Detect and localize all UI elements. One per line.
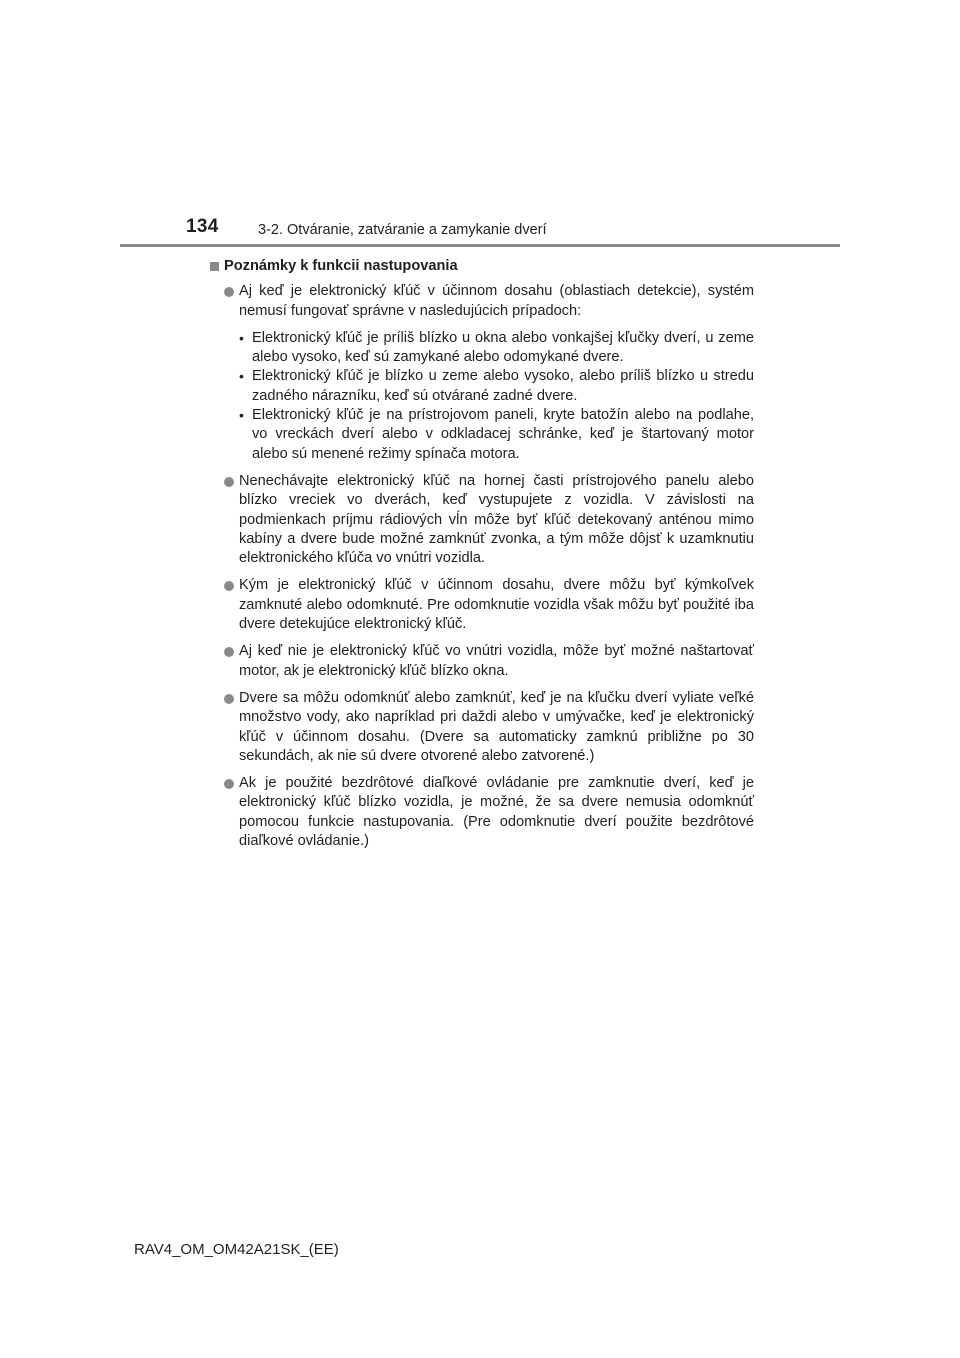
circle-bullet-icon xyxy=(224,779,234,789)
dot-bullet: • xyxy=(239,407,244,424)
sublist-item xyxy=(239,367,754,406)
circle-bullet-icon xyxy=(224,581,234,591)
sublist-item xyxy=(239,329,754,368)
list-item-text: Kým je elektronický kľúč v účinnom dosahu, dvere môžu byť kýmkoľvek zamknuté alebo odomknuté. Pre odomknutie vozidla však môžu byť použité iba dvere detekujúce elektronický kľúč. xyxy=(239,577,754,633)
list-item xyxy=(210,774,754,851)
circle-bullet-icon xyxy=(224,477,234,487)
list-item-text: Nenechávajte elektronický kľúč na hornej časti prístrojového panelu alebo blízko vreciek vo dverách, keď vystupujete z vozidla. V závislosti na podmienkach príjmu rádiových vĺn môže byť kľúč detekovaný anténou mimo kabíny a dvere bude možné zamknúť zvonka, a tým môže dôjsť k uzamknutiu elektronického kľúča vo vnútri vozidla. xyxy=(239,472,754,567)
circle-bullet-icon xyxy=(224,694,234,704)
square-bullet-icon xyxy=(210,262,219,271)
sublist-item xyxy=(239,406,754,464)
list-item-text: Aj keď je elektronický kľúč v účinnom dosahu (oblastiach detekcie), systém nemusí fungovať správne v nasledujúcich prípadoch: xyxy=(239,283,754,319)
content-area xyxy=(210,257,754,859)
list-item xyxy=(210,689,754,766)
sublist-item-text: Elektronický kľúč je na prístrojovom paneli, kryte batožín alebo na podlahe, vo vreckách dverí alebo v odkladacej schránke, keď je štartovaný motor alebo sú menené režimy spínača motora. xyxy=(252,407,754,462)
document-code: RAV4_OM_OM42A21SK_(EE) xyxy=(134,1241,339,1258)
list-item xyxy=(210,472,754,568)
section-heading-text: Poznámky k funkcii nastupovania xyxy=(224,258,458,274)
list-item xyxy=(210,576,754,634)
list-item-text: Ak je použité bezdrôtové diaľkové ovládanie pre zamknutie dverí, keď je elektronický kľúč blízko vozidla, je možné, že sa dvere nemusia odomknúť pomocou funkcie nastupovania. (Pre odomknutie dverí použite bezdrôtové diaľkové ovládanie.) xyxy=(239,775,754,850)
list-item xyxy=(210,282,754,464)
sublist-item-text: Elektronický kľúč je blízko u zeme alebo vysoko, alebo príliš blízko u stredu zadného nárazníku, keď sú otvárané zadné dvere. xyxy=(252,368,754,404)
section-title: 3-2. Otváranie, zatváranie a zamykanie dverí xyxy=(258,222,547,238)
dot-bullet: • xyxy=(239,368,244,385)
page-number: 134 xyxy=(186,216,219,237)
list-item-text: Dvere sa môžu odomknúť alebo zamknúť, keď je na kľučku dverí vyliate veľké množstvo vody, ako napríklad pri daždi alebo v umývačke, keď je elektronický kľúč v účinnom dosahu. (Dvere sa automaticky zamknú približne po 30 sekundách, ak nie sú dvere otvorené alebo zatvorené.) xyxy=(239,689,754,764)
list-item-text: Aj keď nie je elektronický kľúč vo vnútri vozidla, môže byť možné naštartovať motor, ak je elektronický kľúč blízko okna. xyxy=(239,643,754,679)
circle-bullet-icon xyxy=(224,287,234,297)
list-item xyxy=(210,642,754,681)
header-rule xyxy=(120,244,840,247)
sublist xyxy=(239,329,754,464)
circle-bullet-icon xyxy=(224,647,234,657)
section-heading xyxy=(210,257,754,276)
sublist-item-text: Elektronický kľúč je príliš blízko u okna alebo vonkajšej kľučky dverí, u zeme alebo vysoko, keď sú zamykané alebo odomykané dvere. xyxy=(252,329,754,366)
dot-bullet: • xyxy=(239,329,244,346)
